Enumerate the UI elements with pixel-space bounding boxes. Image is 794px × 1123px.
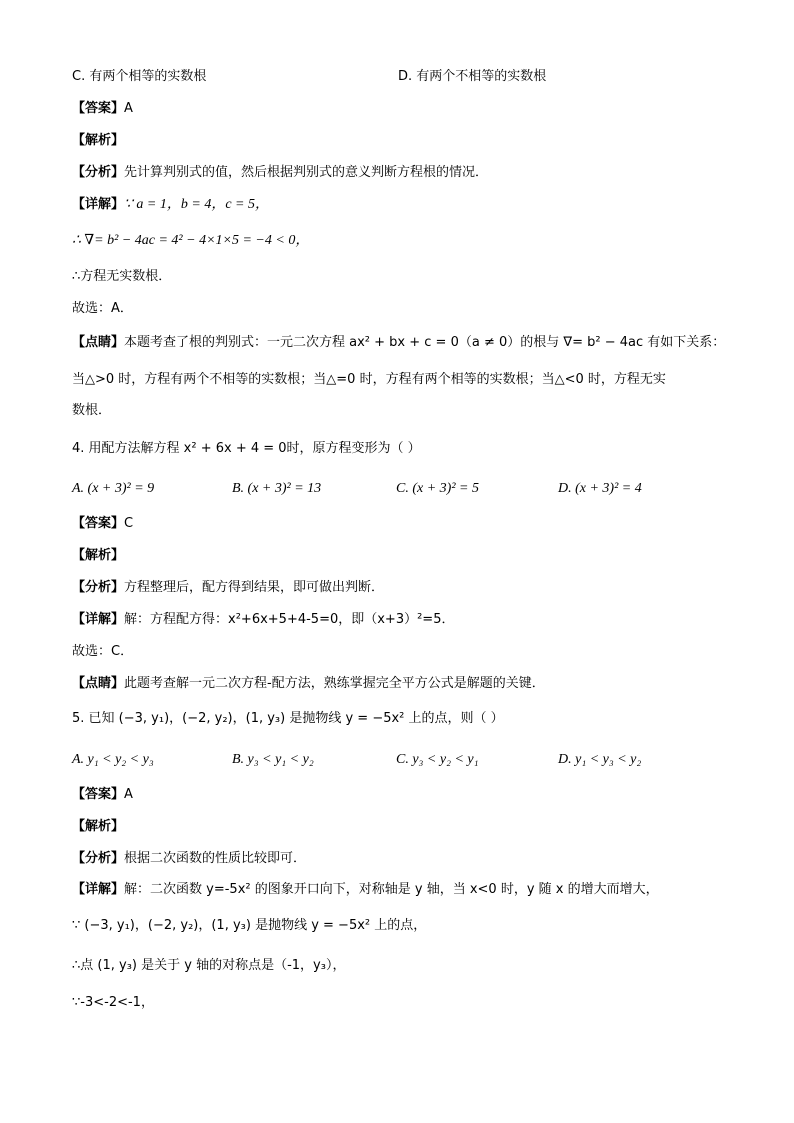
q3-comment-3: 数根． — [72, 403, 112, 418]
q5-detail-2: ∵ (−3, y₁)，(−2, y₂)，(1, y₃) 是抛物线 y = −5x² 上的点， — [72, 918, 427, 933]
q5-option-b: B. y₃ < y₁ < y₂ — [232, 752, 314, 767]
q3-comment-2: 当△>0 时，方程有两个不相等的实数根；当△=0 时，方程有两个相等的实数根；当△<0 时，方程无实 — [72, 372, 666, 387]
answer-tag: 【答案】 — [72, 787, 125, 802]
q3-comment-1 — [72, 334, 725, 352]
q4-option-a: A. (x + 3)² = 9 — [72, 481, 155, 496]
q4-detail-1 — [72, 611, 454, 629]
q4-analysis-tag: 【解析】 — [72, 548, 125, 563]
fenxi-tag: 【分析】 — [72, 580, 125, 595]
comment-text: 本题考查了根的判别式：一元二次方程 ax² + bx + c = 0（a ≠ 0）的根与 ∇= b² − 4ac 有如下关系： — [124, 335, 726, 350]
q4-fenxi — [72, 579, 384, 597]
q3-option-c: C. 有两个相等的实数根 — [72, 69, 207, 84]
fenxi-tag: 【分析】 — [72, 165, 125, 180]
answer-tag: 【答案】 — [72, 516, 125, 531]
answer-value: A — [124, 787, 133, 802]
q5-detail-1 — [72, 881, 659, 899]
q3-choice: 故选：A． — [72, 301, 133, 316]
q4-question: 4. 用配方法解方程 x² + 6x + 4 = 0时，原方程变形为（ ） — [72, 441, 421, 456]
q5-option-a: A. y₁ < y₂ < y₃ — [72, 752, 154, 767]
answer-tag: 【答案】 — [72, 101, 125, 116]
fenxi-text: 先计算判别式的值，然后根据判别式的意义判断方程根的情况． — [124, 165, 489, 180]
q5-detail-3: ∴点 (1, y₃) 是关于 y 轴的对称点是（-1，y₃）， — [72, 958, 346, 973]
q5-option-d: D. y₁ < y₃ < y₂ — [558, 752, 642, 767]
comment-tag: 【点睛】 — [72, 335, 125, 350]
q5-analysis-tag: 【解析】 — [72, 819, 125, 834]
q4-comment-1 — [72, 675, 545, 693]
q3-detail-3: ∴方程无实数根． — [72, 269, 172, 284]
q4-option-b: B. (x + 3)² = 13 — [232, 481, 322, 496]
q3-detail-1 — [72, 196, 269, 214]
fenxi-text: 根据二次函数的性质比较即可． — [124, 851, 307, 866]
q5-fenxi — [72, 850, 306, 868]
detail-text: ∵ a = 1，b = 4，c = 5， — [124, 197, 269, 212]
q4-option-c: C. (x + 3)² = 5 — [396, 481, 479, 496]
detail-tag: 【详解】 — [72, 882, 125, 897]
answer-value: C — [124, 516, 134, 531]
detail-tag: 【详解】 — [72, 197, 125, 212]
q5-question: 5. 已知 (−3, y₁)，(−2, y₂)，(1, y₃) 是抛物线 y = −5x² 上的点，则（ ） — [72, 711, 504, 726]
q5-option-c: C. y₃ < y₂ < y₁ — [396, 752, 479, 767]
q3-option-d: D. 有两个不相等的实数根 — [398, 69, 547, 84]
q4-option-d: D. (x + 3)² = 4 — [558, 481, 642, 496]
detail-text: 解：方程配方得：x²+6x+5+4-5=0，即（x+3）²=5． — [124, 612, 455, 627]
q3-answer — [72, 100, 133, 118]
detail-tag: 【详解】 — [72, 612, 125, 627]
q4-answer — [72, 515, 133, 533]
q3-analysis-tag: 【解析】 — [72, 133, 125, 148]
q4-choice: 故选：C． — [72, 644, 134, 659]
comment-text: 此题考查解一元二次方程-配方法，熟练掌握完全平方公式是解题的关键． — [124, 676, 545, 691]
answer-value: A — [124, 101, 133, 116]
comment-tag: 【点睛】 — [72, 676, 125, 691]
q3-fenxi — [72, 164, 488, 182]
fenxi-tag: 【分析】 — [72, 851, 125, 866]
q5-detail-4: ∵-3<-2<-1， — [72, 995, 154, 1010]
q3-detail-2: ∴ ∇= b² − 4ac = 4² − 4×1×5 = −4 < 0， — [72, 233, 310, 248]
q5-answer — [72, 786, 133, 804]
fenxi-text: 方程整理后，配方得到结果，即可做出判断． — [124, 580, 385, 595]
detail-text: 解：二次函数 y=-5x² 的图象开口向下，对称轴是 y 轴，当 x<0 时，y 随 x 的增大而增大， — [124, 882, 659, 897]
